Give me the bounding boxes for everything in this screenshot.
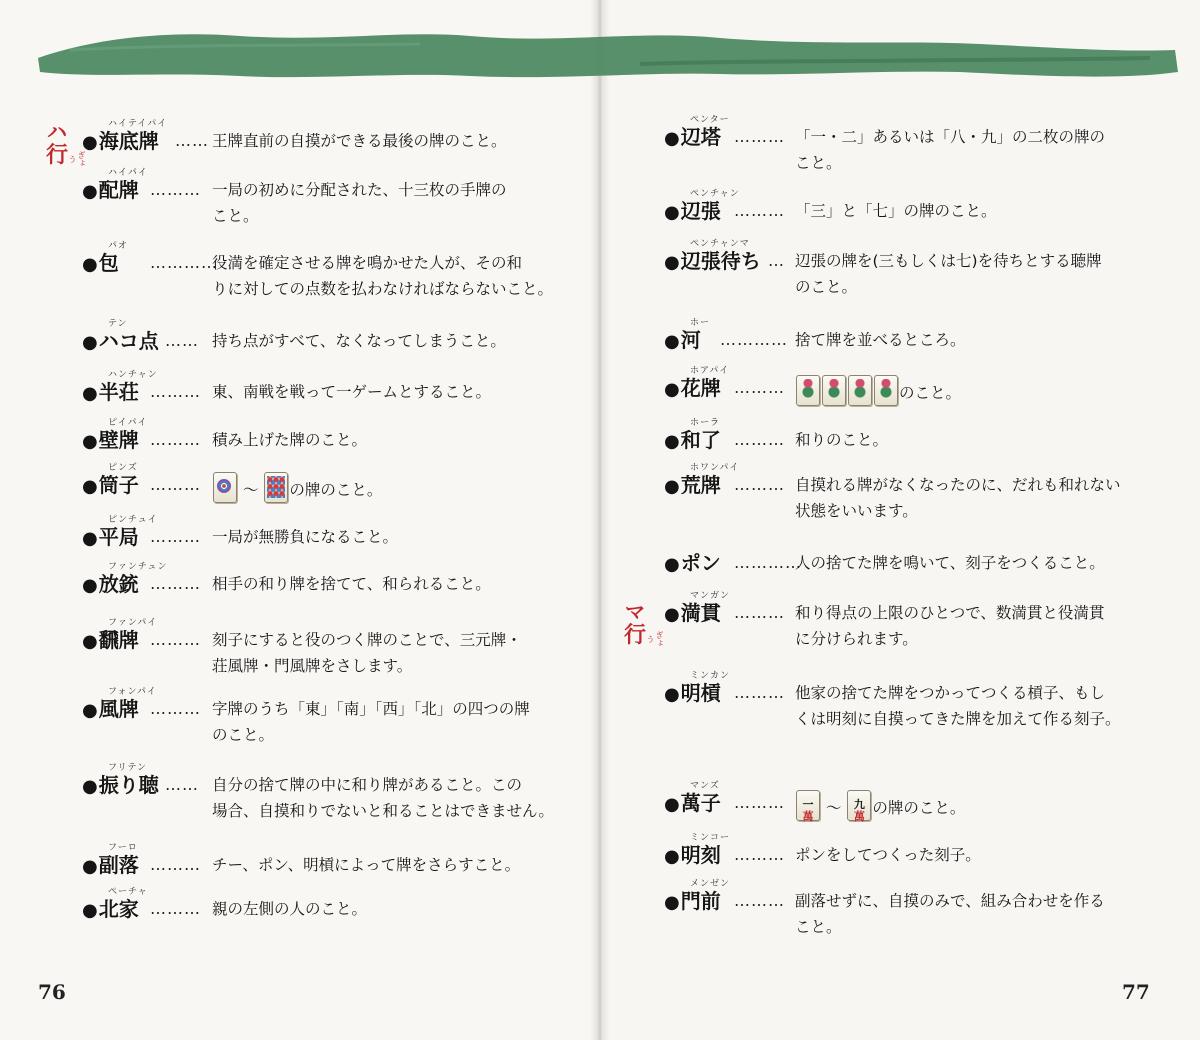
term-heading: ●萬子 [664,791,721,815]
term-heading: ●平局 [82,525,139,549]
bullet-icon: ● [664,476,680,497]
definition-line [795,375,961,406]
leader-dots: ……… [734,683,785,702]
definition-line: こと。 [795,918,842,936]
term-heading: ●海底牌 [82,129,159,153]
page-number-right: 77 [1122,980,1150,1004]
term-heading: ●ハコ点 [82,329,159,353]
term-reading: ホアパイ [690,366,730,376]
tile-range-separator: ～ [821,799,847,817]
bullet-icon: ● [82,900,98,921]
leader-dots: ……… [150,699,201,718]
definition-line: 一局が無勝負になること。 [212,528,399,546]
definition-line: ポンをしてつくった刻子。 [795,846,981,864]
bullet-icon: ● [664,128,680,149]
bullet-icon: ● [664,604,680,625]
term-heading: ●半荘 [82,380,139,404]
term-heading: ●飜牌 [82,628,139,652]
mahjong-tile-icon [874,375,898,406]
term-reading: ピンチュイ [108,515,158,525]
definition-line: 他家の捨てた牌をつかってつくる槓子、もし [795,684,1106,702]
leader-dots: ……… [150,574,201,593]
definition-line: こと。 [212,207,259,225]
definition-line: 刻子にすると役のつく牌のことで、三元牌・ [212,631,522,649]
mahjong-tile-icon: 九 萬 [847,790,871,821]
term-heading: ●放銃 [82,572,139,596]
bullet-icon: ● [82,575,98,596]
term-heading: ●辺張待ち [664,249,761,273]
definition-line: のこと。 [795,278,858,296]
term-reading: マンズ [690,781,720,791]
leader-dots: ……… [734,475,785,494]
leader-dots: … [768,251,785,270]
mahjong-tile-icon [213,472,237,503]
bullet-icon: ● [664,794,680,815]
leader-dots: ……… [150,382,201,401]
term-heading: ●配牌 [82,178,139,202]
term-reading: ペーチャ [108,887,148,897]
term-reading: ペンチャンマ [690,239,750,249]
leader-dots: ……… [150,630,201,649]
definition-line: 場合、自摸和りでないと和ることはできません。 [212,802,554,820]
page-number-left: 76 [38,980,66,1004]
mahjong-tile-icon [796,375,820,406]
term-reading: ピンズ [108,463,138,473]
definition-line: 辺張の牌を(三もしくは七)を待ちとする聴牌 [795,252,1102,270]
bullet-icon: ● [82,700,98,721]
bullet-icon: ● [664,684,680,705]
book-gutter [590,0,610,1040]
term-heading: ●和了 [664,428,721,452]
definition-line: くは明刻に自摸ってきた牌を加えて作る刻子。 [795,710,1121,728]
leader-dots: …… [165,775,199,794]
definition-line: 捨て牌を並べるところ。 [795,331,966,349]
definition-line: 一局の初めに分配された、十三枚の手牌の [212,181,507,199]
definition-line: りに対しての点数を払わなければならないこと。 [212,280,554,298]
leader-dots: …… [175,131,209,150]
bullet-icon: ● [82,476,98,497]
left-page [0,0,598,1040]
definition-line: 和り得点の上限のひとつで、数満貫と役満貫 [795,604,1105,622]
definition-line: 持ち点がすべて、なくなってしまうこと。 [212,332,506,350]
term-heading: ●門前 [664,889,721,913]
definition-line: 積み上げた牌のこと。 [212,431,368,449]
leader-dots: ……… [734,793,785,812]
term-heading: ●明刻 [664,843,721,867]
term-reading: ホワンパイ [690,463,740,473]
mahjong-tile-icon [822,375,846,406]
bullet-icon: ● [664,846,680,867]
bullet-icon: ● [82,631,98,652]
bullet-icon: ● [664,202,680,223]
term-heading: ●副落 [82,853,139,877]
term-heading: ●振り聴 [82,773,159,797]
definition-line: 親の左側の人のこと。 [212,900,368,918]
leader-dots: ……… [734,127,785,146]
bullet-icon: ● [664,252,680,273]
definition-line: 「一・二」あるいは「八・九」の二枚の牌の [795,128,1106,146]
bullet-icon: ● [664,331,680,352]
leader-dots: ……… [734,603,785,622]
term-heading: ●ポン [664,551,721,575]
term-heading: ●明槓 [664,681,721,705]
leader-dots: ……… [734,378,785,397]
term-reading: ペンター [690,115,730,125]
definition-line: 自摸れる牌がなくなったのに、だれも和れない [795,476,1121,494]
definition-line [212,472,382,503]
term-reading: ピイパイ [108,418,148,428]
section-label-ma: マ 行 ぎょう [623,600,664,648]
definition-line: に分けられます。 [795,630,918,648]
definition-line: 相手の和り牌を捨てて、和られること。 [212,575,491,593]
definition-line: 自分の捨て牌の中に和り牌があること。この [212,776,523,794]
term-heading: ●荒牌 [664,473,721,497]
bullet-icon: ● [82,431,98,452]
term-heading: ●筒子 [82,473,139,497]
bullet-icon: ● [664,554,680,575]
bullet-icon: ● [82,181,98,202]
term-reading: フリテン [108,763,148,773]
leader-dots: ……… [150,527,201,546]
term-reading: ファンパイ [108,618,158,628]
term-heading: ●辺塔 [664,125,721,149]
definition-line: 王牌直前の自摸ができる最後の牌のこと。 [212,132,507,150]
term-heading: ●風牌 [82,697,139,721]
definition-suffix: の牌のこと。 [872,799,966,817]
leader-dots: ……… [734,845,785,864]
bullet-icon: ● [82,254,98,275]
term-reading: フォンパイ [108,687,157,697]
definition-line: 状態をいいます。 [795,502,918,520]
term-reading: ハイパイ [108,168,148,178]
bullet-icon: ● [82,776,98,797]
definition-line: のこと。 [212,726,275,744]
leader-dots: ………… [720,330,788,349]
bullet-icon: ● [82,856,98,877]
mahjong-tile-icon [848,375,872,406]
term-heading: ●花牌 [664,376,721,400]
definition-line: 和りのこと。 [795,431,889,449]
leader-dots: ……… [734,430,785,449]
definition-line: 字牌のうち「東」「南」「西」「北」の四つの牌 [212,700,530,718]
mahjong-tile-icon [264,472,288,503]
definition-line: チー、ポン、明槓によって牌をさらすこと。 [212,856,521,874]
term-heading: ●辺張 [664,199,721,223]
term-heading: ●包 [82,251,119,275]
term-reading: ハンチャン [108,370,158,380]
bullet-icon: ● [82,528,98,549]
term-reading: ミンコー [690,833,731,843]
definition-suffix: のこと。 [899,384,962,402]
definition-line: 役満を確定させる牌を鳴かせた人が、その和 [212,254,523,272]
term-reading: テン [108,319,128,329]
term-reading: ハイテイパイ [108,119,168,129]
bullet-icon: ● [664,431,680,452]
leader-dots: ……… [150,475,201,494]
bullet-icon: ● [664,892,680,913]
definition-line: こと。 [795,154,842,172]
mahjong-tile-icon: 一 萬 [796,790,820,821]
definition-line: 東、南戦を戦って一ゲームとすること。 [212,383,492,401]
bullet-icon: ● [82,332,98,353]
term-reading: マンガン [690,591,731,601]
term-reading: メンゼン [690,879,731,889]
term-heading: ●河 [664,328,701,352]
term-reading: ペンチャン [690,189,740,199]
leader-dots: ……… [150,899,201,918]
leader-dots: ……… [150,430,201,449]
tile-range-separator: ～ [238,481,264,499]
leader-dots: ……… [150,180,201,199]
leader-dots: ……… [734,201,785,220]
term-heading: ●北家 [82,897,139,921]
term-reading: ホー [690,318,711,328]
leader-dots: …… [165,331,199,350]
definition-line: 「三」と「七」の牌のこと。 [795,202,997,220]
leader-dots: ……… [734,891,785,910]
term-reading: フーロ [108,843,138,853]
brush-stroke-header [0,0,1200,110]
term-heading: ●壁牌 [82,428,139,452]
leader-dots: ………… [150,253,218,272]
definition-suffix: の牌のこと。 [289,481,383,499]
leader-dots: ……… [150,855,201,874]
bullet-icon: ● [664,379,680,400]
term-reading: パオ [108,241,129,251]
bullet-icon: ● [82,132,98,153]
term-reading: ホーラ [690,418,721,428]
section-label-ha: ハ 行 ぎょう [45,120,86,168]
definition-line: 副落せずに、自摸のみで、組み合わせを作る [795,892,1105,910]
definition-line: 人の捨てた牌を鳴いて、刻子をつくること。 [795,554,1105,572]
definition-line: 荘風牌・門風牌をさします。 [212,657,413,675]
term-heading: ●満貫 [664,601,721,625]
term-reading: ミンカン [690,671,731,681]
term-reading: ファンチュン [108,562,168,572]
bullet-icon: ● [82,383,98,404]
leader-dots: ………… [734,553,802,572]
definition-line [795,790,965,821]
